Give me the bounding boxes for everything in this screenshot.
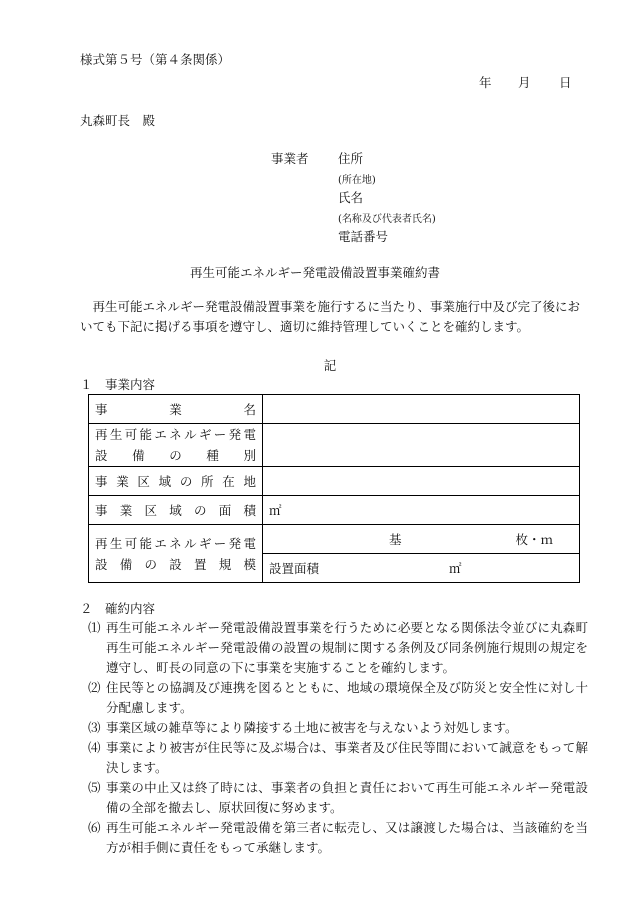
- location-value[interactable]: [263, 467, 580, 496]
- project-name-value[interactable]: [263, 395, 580, 424]
- list-item: ⑹ 再生可能エネルギー発電設備を第三者に転売し、又は譲渡した場合は、当該確約を当方が相手側に責任をもって承継します。: [88, 820, 588, 855]
- install-area-label: 設置面積: [269, 561, 320, 576]
- install-count-value[interactable]: [263, 525, 580, 554]
- list-item: ⑶ 事業区域の雑草等により隣接する土地に被害を与えないよう対処します。: [88, 720, 518, 735]
- ki-heading: 記: [323, 358, 337, 373]
- table-row: [89, 424, 580, 467]
- sqm-unit: ㎡: [269, 503, 282, 518]
- date-day: 日: [559, 75, 572, 90]
- location-label: 事業区域の所在地: [89, 467, 263, 496]
- base-unit: 基: [389, 532, 402, 547]
- addressee: 丸森町長 殿: [80, 113, 156, 128]
- install-scale-label: 再生可能エネルギー発電 設備の設置規模: [89, 525, 263, 583]
- operator-name-note: (名称及び代表者氏名): [338, 214, 436, 225]
- list-item: ⑴ 再生可能エネルギー発電設備設置事業を行うために必要となる関係法令並びに丸森町再生可能エネルギー発電設備の設置の規制に関する条例及び同条例施行規則の規定を遵守し、町長の同意の下に事業を実施することを確約します。: [88, 620, 588, 675]
- facility-type-value[interactable]: [263, 424, 580, 467]
- operator-address-label: 住所: [338, 151, 364, 166]
- table-row: [89, 525, 580, 554]
- facility-type-label: 再生可能エネルギー発電 設備の種別: [89, 424, 263, 467]
- area-value[interactable]: [263, 496, 580, 525]
- section2-heading: ２ 確約内容: [80, 601, 156, 616]
- document-title: 再生可能エネルギー発電設備設置事業確約書: [189, 265, 440, 280]
- operator-phone-label: 電話番号: [338, 229, 389, 244]
- date-year: 年: [479, 75, 492, 90]
- operator-label: 事業者: [271, 151, 309, 166]
- project-details-table: [88, 394, 580, 583]
- install-area-value[interactable]: [263, 554, 580, 583]
- table-row: [89, 395, 580, 424]
- list-item: ⑷ 事業により被害が住民等に及ぶ場合は、事業者及び住民等間において誠意をもって解決します。: [88, 740, 588, 775]
- section1-heading: １ 事業内容: [80, 377, 156, 392]
- sheets-m-unit: 枚・ｍ: [515, 532, 553, 547]
- list-item: ⑵ 住民等との協調及び連携を図るとともに、地域の環境保全及び防災と安全性に対し十分配慮します。: [88, 680, 588, 715]
- table-row: [89, 496, 580, 525]
- intro-paragraph: 再生可能エネルギー発電設備設置事業を施行するに当たり、事業施行中及び完了後においても下記に掲げる事項を遵守し、適切に維持管理していくことを確約します。: [80, 299, 581, 334]
- operator-address-note: (所在地): [338, 175, 376, 186]
- sqm-unit: ㎡: [449, 561, 462, 576]
- date-month: 月: [518, 75, 531, 90]
- area-label: 事業区域の面積: [89, 496, 263, 525]
- commitment-list: [88, 618, 588, 858]
- form-number: 様式第５号（第４条関係）: [80, 52, 231, 67]
- table-row: [89, 467, 580, 496]
- operator-name-label: 氏名: [338, 190, 364, 205]
- list-item: ⑸ 事業の中止又は終了時には、事業者の負担と責任において再生可能エネルギー発電設備の全部を撤去し、原状回復に努めます。: [88, 780, 588, 815]
- project-name-label: 事業名: [89, 395, 263, 424]
